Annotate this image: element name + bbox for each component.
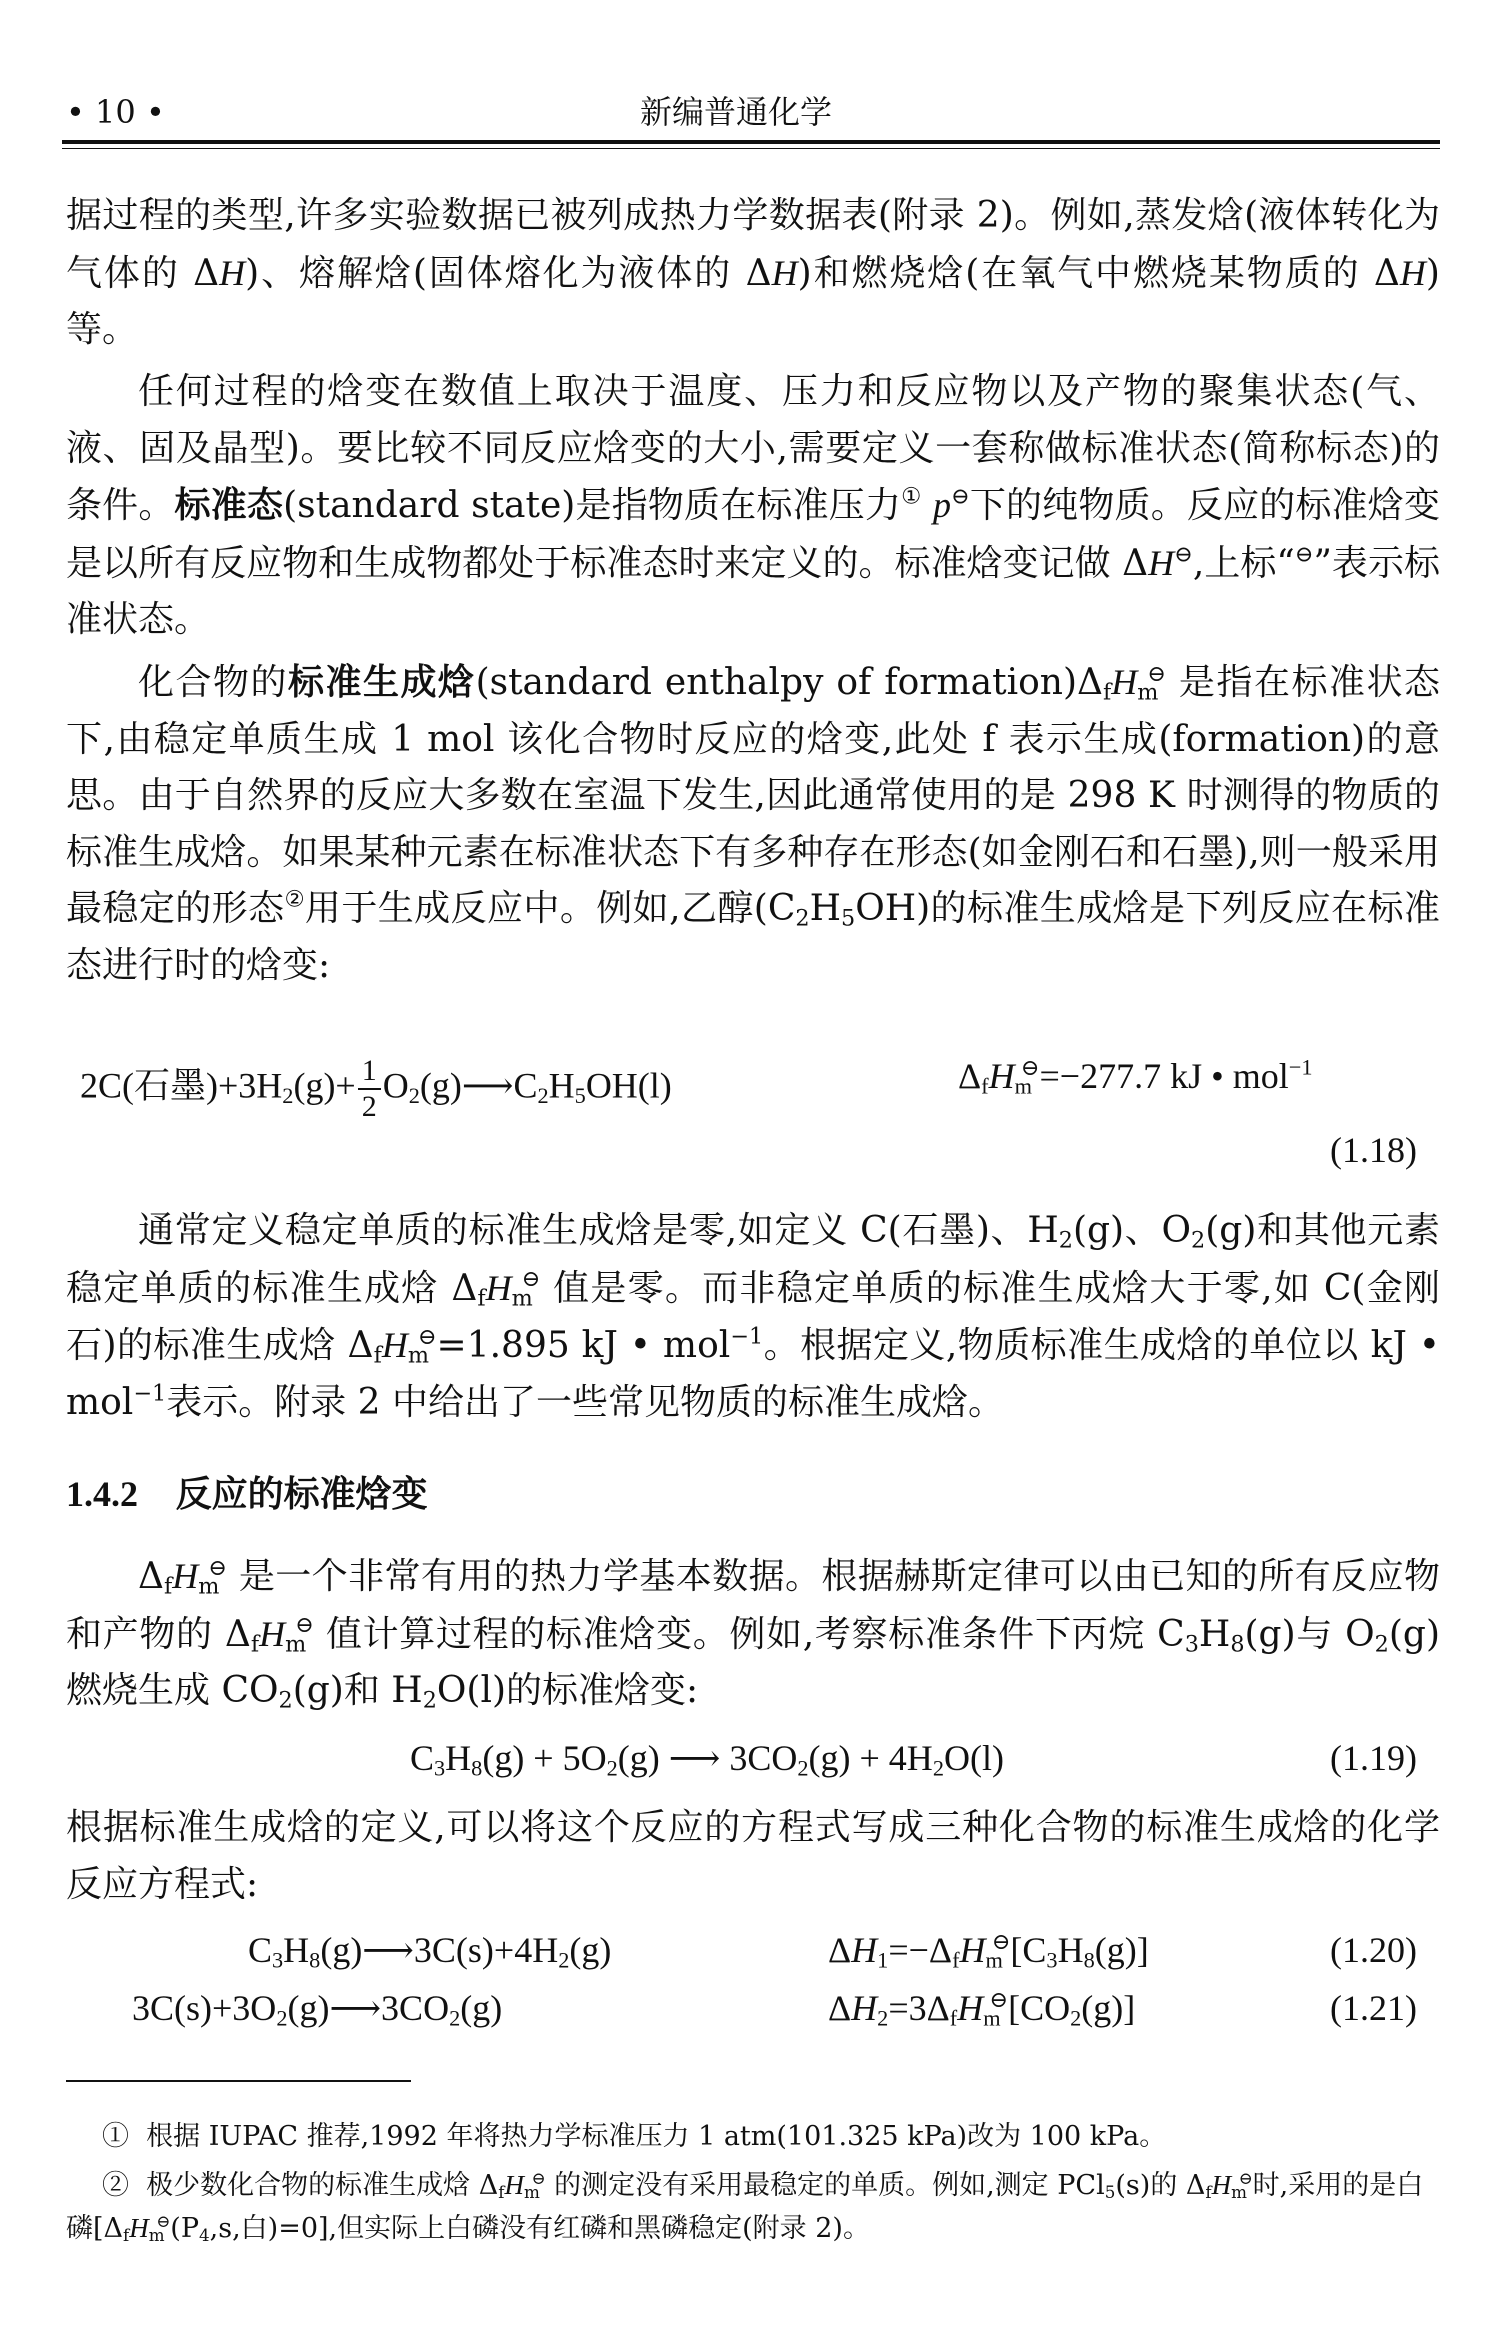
paragraph-5: ΔfHm⊖ 是一个非常有用的热力学基本数据。根据赫斯定律可以由已知的所有反应物和产物的 ΔfHm⊖ 值计算过程的标准焓变。例如,考察标准条件下丙烷 C3H8(g)与 O2(g)燃烧生成 CO2(g)和 H2O(l)的标准焓变:: [66, 1554, 1440, 1714]
fraction-one-half: $\frac{1}{2}$: [358, 1054, 381, 1124]
equation-1-18-dh: ΔfHm⊖=−277.7 kJ • mol$^{-1}$: [958, 1054, 1313, 1099]
term-standard-enthalpy: 标准生成焓: [288, 661, 476, 703]
equation-number-1-20: (1.20): [1330, 1930, 1417, 1970]
footnote-ref-2: ②: [284, 886, 305, 913]
term-standard-state: 标准态: [174, 484, 284, 526]
paragraph-4: 通常定义稳定单质的标准生成焓是零,如定义 C(石墨)、H2(g)、O2(g)和其他元素稳定单质的标准生成焓 ΔfHm⊖ 值是零。而非稳定单质的标准生成焓大于零,如 C(金刚石)的标准生成焓 ΔfHm⊖=1.895 kJ • mol$^{-1}$。根据定义,物质标准生成焓的单位以 kJ • mol$^{-1}$表示。附录 2 中给出了一些常见物质的标准生成焓。: [66, 1210, 1441, 1423]
header-rule-thin: [62, 148, 1440, 149]
section-heading: 1.4.2 反应的标准焓变: [66, 1473, 428, 1515]
paragraph-1: 据过程的类型,许多实验数据已被列成热力学数据表(附录 2)。例如,蒸发焓(液体转化为气体的 ΔH)、熔解焓(固体熔化为液体的 ΔH)和燃烧焓(在氧气中燃烧某物质的 ΔH)等。: [66, 195, 1440, 350]
equation-number-1-19: (1.19): [1330, 1738, 1417, 1778]
equation-1-21: 3C(s)+3O2(g)⟶3CO2(g): [132, 1988, 503, 2031]
running-title: 新编普通化学: [640, 93, 833, 131]
equation-1-20-dh: ΔH1=−ΔfHm⊖[C3H8(g)]: [828, 1928, 1149, 1973]
footnote-ref-1: ①: [901, 483, 922, 510]
equation-1-21-dh: ΔH2=3ΔfHm⊖[CO2(g)]: [828, 1986, 1136, 2031]
header-rule-thick: [62, 140, 1440, 144]
paragraph-2: 任何过程的焓变在数值上取决于温度、压力和反应物以及产物的聚集状态(气、液、固及晶型)。要比较不同反应焓变的大小,需要定义一套称做标准状态(简称标态)的条件。标准态(standard state)是指物质在标准压力① p⊖下的纯物质。反应的标准焓变是以所有反应物和生成物都处于标准态时来定义的。标准焓变记做 ΔH⊖,上标“⊖”表示标准状态。: [66, 371, 1440, 640]
footnote-1: ① 根据 IUPAC 推荐,1992 年将热力学标准压力 1 atm(101.325 kPa)改为 100 kPa。: [102, 2121, 1167, 2152]
page-number: • 10 •: [66, 93, 165, 131]
equation-1-18: 2C(石墨)+3H2(g)+ $\frac{1}{2}$ O2(g)⟶C2H5OH(l): [80, 1054, 672, 1123]
equation-1-19: C3H8(g) + 5O2(g) ⟶ 3CO2(g) + 4H2O(l): [410, 1738, 1004, 1781]
footnote-2: ② 极少数化合物的标准生成焓 ΔfHm⊖ 的测定没有采用最稳定的单质。例如,测定 PCl5(s)的 ΔfHm⊖时,采用的是白磷[ΔfHm⊖(P4,s,白)=0],但实际上白磷没有红磷和黑磷稳定(附录 2)。: [66, 2167, 1424, 2246]
paragraph-6: 根据标准生成焓的定义,可以将这个反应的方程式写成三种化合物的标准生成焓的化学反应方程式:: [66, 1807, 1440, 1905]
equation-1-20: C3H8(g)⟶3C(s)+4H2(g): [248, 1930, 612, 1973]
paragraph-3: 化合物的标准生成焓(standard enthalpy of formation)ΔfHm⊖ 是指在标准状态下,由稳定单质生成 1 mol 该化合物时反应的焓变,此处 f 表示生成(formation)的意思。由于自然界的反应大多数在室温下发生,因此通常使用的是 298 K 时测得的物质的标准生成焓。如果某种元素在标准状态下有多种存在形态(如金刚石和石墨),则一般采用最稳定的形态②用于生成反应中。例如,乙醇(C2H5OH)的标准生成焓是下列反应在标准态进行时的焓变:: [66, 660, 1440, 986]
equation-number-1-18: (1.18): [1330, 1130, 1417, 1170]
footnote-separator: [66, 2080, 411, 2082]
equation-number-1-21: (1.21): [1330, 1988, 1417, 2028]
